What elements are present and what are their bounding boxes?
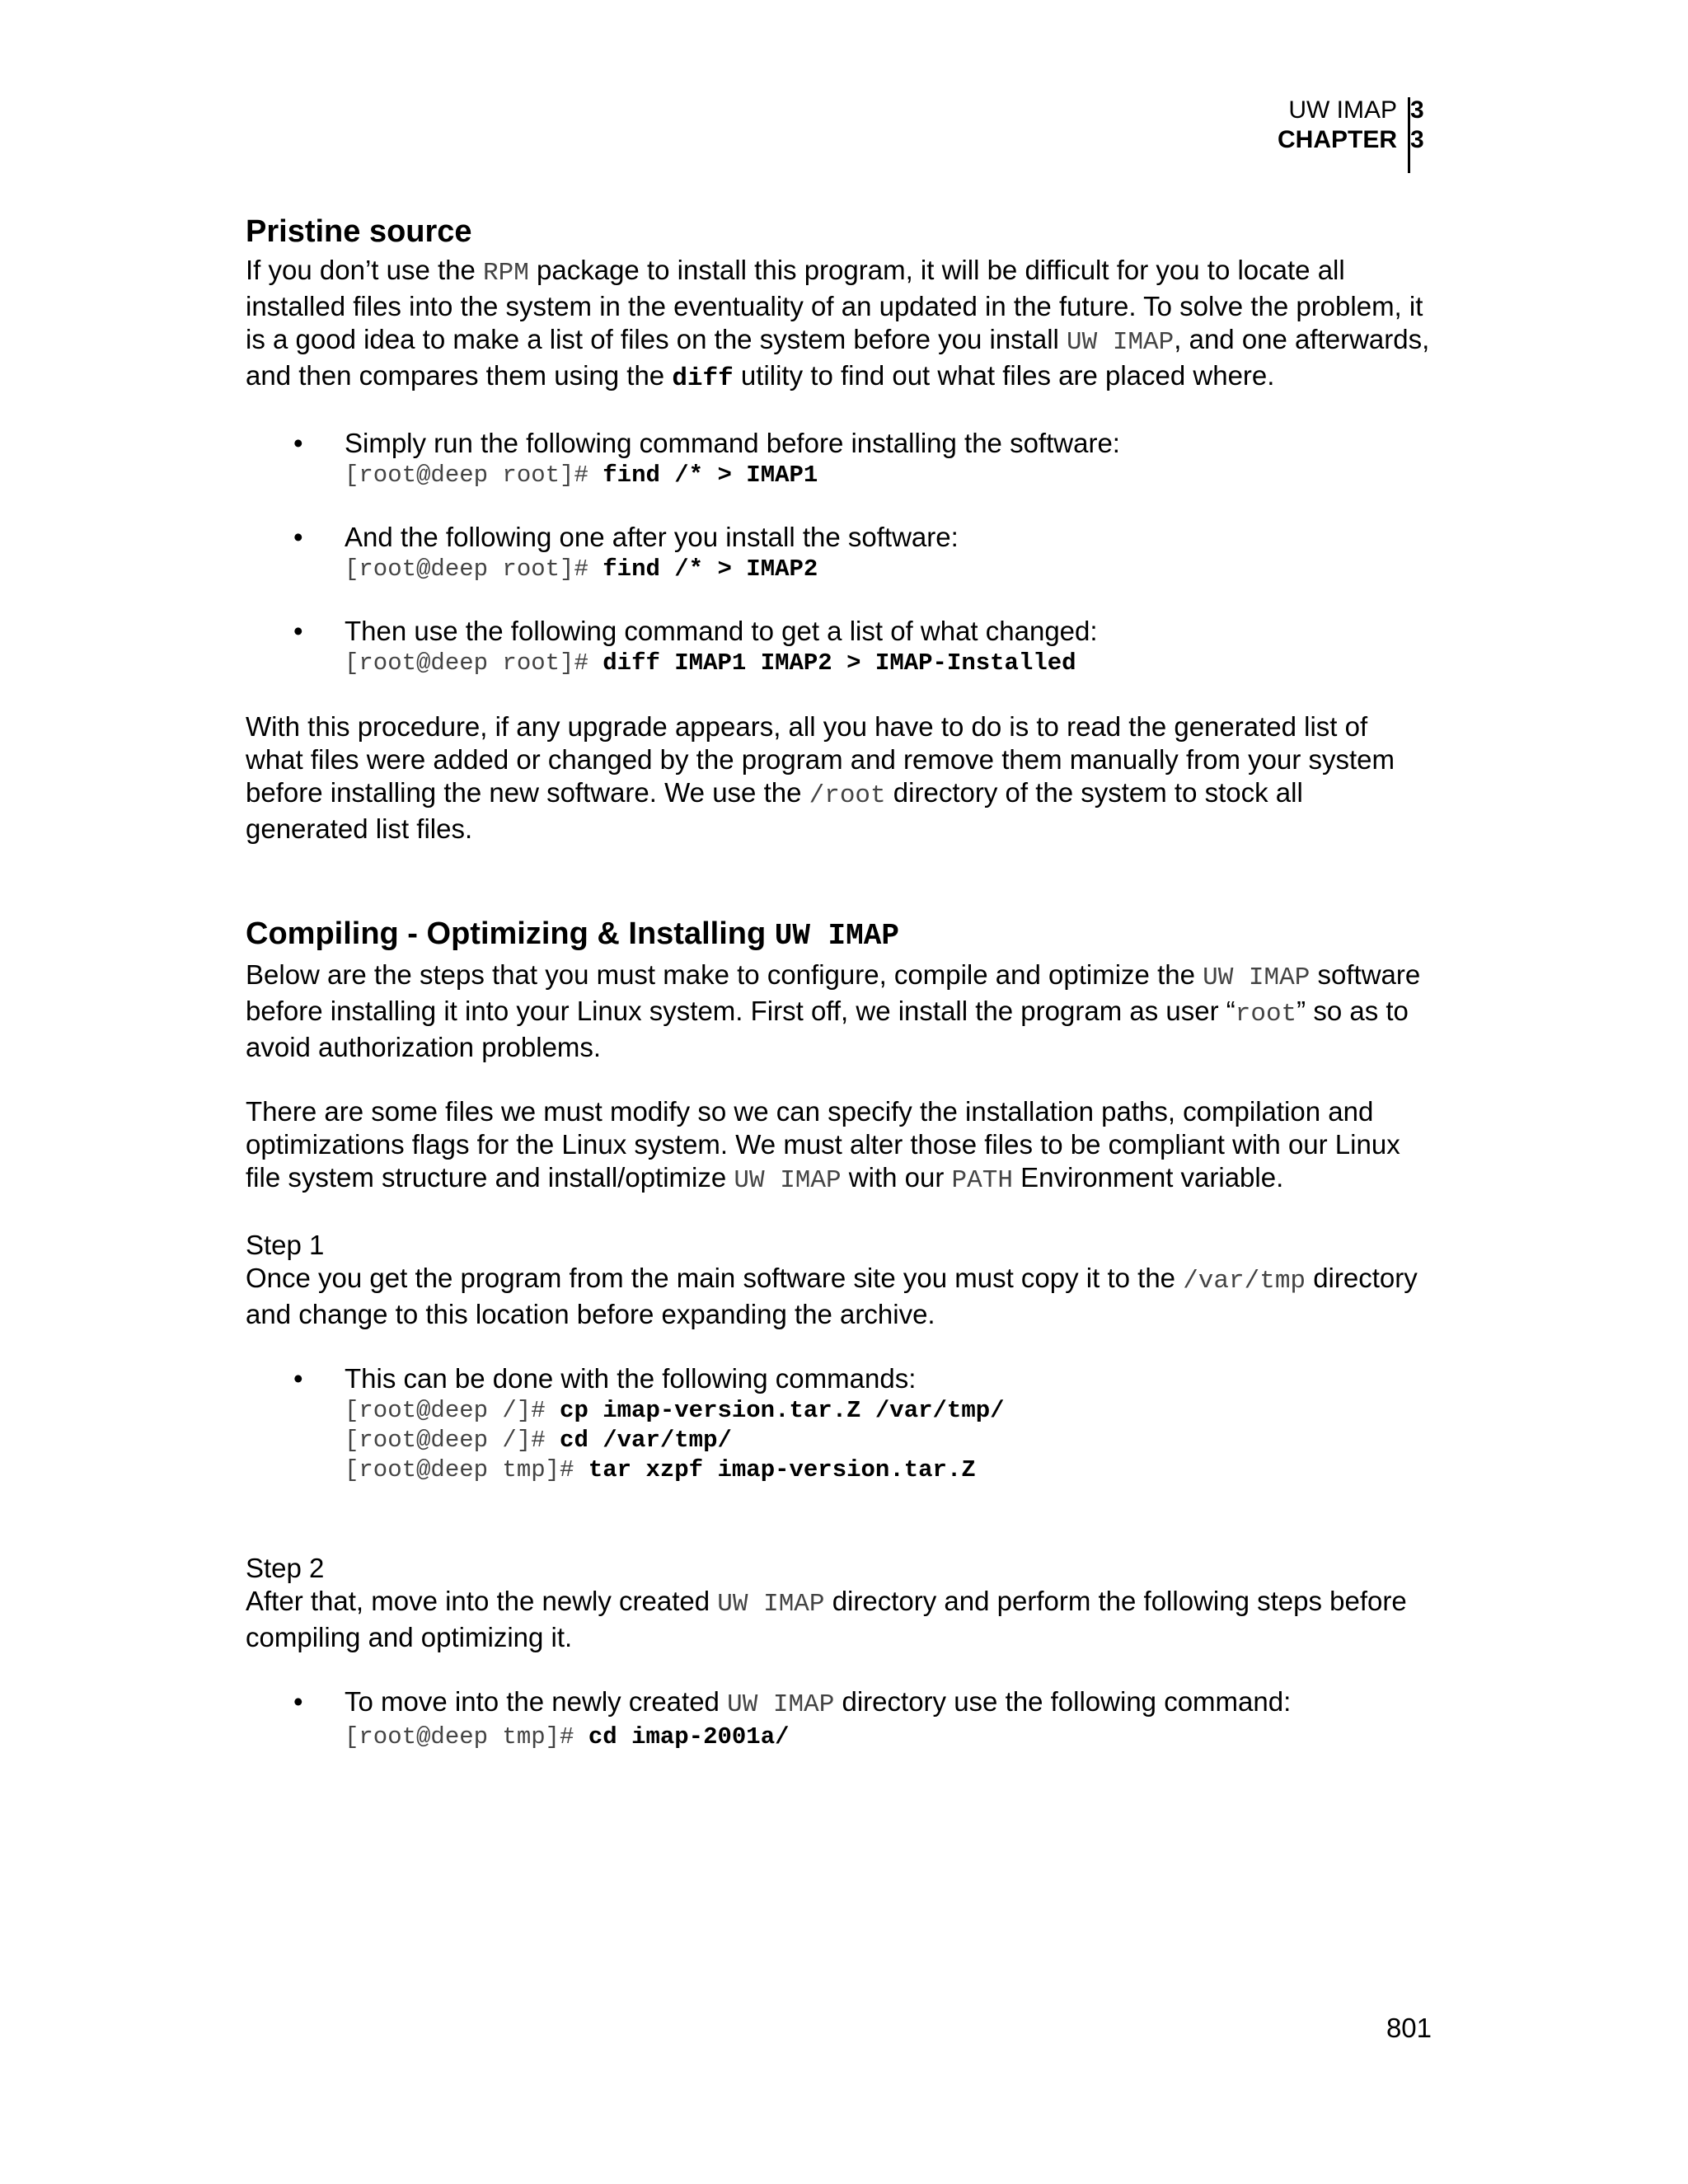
shell-command: diff IMAP1 IMAP2 > IMAP-Installed xyxy=(603,649,1076,677)
list-item xyxy=(246,1685,1432,1751)
section-heading-compiling xyxy=(246,915,1432,955)
code-uw-imap: UW IMAP xyxy=(734,1166,842,1195)
text-run: software before installing it into your Linux system. First off, we install the program as user “ xyxy=(246,959,1421,1026)
code-rpm: RPM xyxy=(483,259,529,288)
code-diff: diff xyxy=(672,364,734,393)
bullet-icon: • xyxy=(293,1686,303,1717)
step-1-label: Step 1 xyxy=(246,1230,325,1260)
header-title-number: 3 xyxy=(1410,96,1424,124)
code-uw-imap: UW IMAP xyxy=(1203,963,1311,992)
text-run: If you don’t use the xyxy=(246,255,484,285)
bullet-icon: • xyxy=(293,616,303,646)
step-2-paragraph xyxy=(246,1585,1432,1654)
shell-prompt: [root@deep tmp]# xyxy=(345,1456,588,1483)
code-path: PATH xyxy=(951,1166,1013,1195)
list-item xyxy=(246,615,1432,677)
header-title: UW IMAP xyxy=(1288,96,1397,124)
text-run: , and one afterwards, and then compares them using the xyxy=(246,324,1430,391)
shell-command: cd imap-2001a/ xyxy=(588,1723,790,1750)
header-chapter-number: 3 xyxy=(1410,126,1424,153)
text-run: directory and perform the following steps before compiling and optimizing it. xyxy=(246,1586,1407,1652)
bullet-text: And the following one after you install the software: xyxy=(345,522,959,552)
bullet-icon: • xyxy=(293,522,303,552)
shell-command: cp imap-version.tar.Z /var/tmp/ xyxy=(560,1397,1005,1424)
code-uw-imap: UW IMAP xyxy=(727,1690,835,1719)
bullet-text: This can be done with the following commands: xyxy=(345,1363,917,1394)
command-line xyxy=(345,1425,1432,1455)
command-line xyxy=(345,1455,1432,1484)
text-run: Environment variable. xyxy=(1012,1162,1284,1193)
text-run: directory and change to this location before expanding the archive. xyxy=(246,1263,1418,1329)
bullet-text: Simply run the following command before installing the software: xyxy=(345,428,1120,458)
shell-prompt: [root@deep /]# xyxy=(345,1397,560,1424)
command-line xyxy=(345,1722,1432,1751)
pristine-intro-paragraph xyxy=(246,254,1432,396)
step-1-paragraph xyxy=(246,1262,1432,1331)
section-heading-pristine-source: Pristine source xyxy=(246,214,472,249)
shell-command: find /* > IMAP1 xyxy=(603,462,818,489)
running-header xyxy=(1184,96,1432,155)
command-line xyxy=(345,554,1432,583)
list-item xyxy=(246,1362,1432,1484)
shell-prompt: [root@deep root]# xyxy=(345,555,603,583)
pristine-outro-paragraph xyxy=(246,710,1432,846)
header-divider xyxy=(1408,97,1410,173)
bullet-icon: • xyxy=(293,1363,303,1394)
text-run: There are some files we must modify so we can specify the installation paths, compilation and optimizations flags for the Linux system. We must alter those files to be compliant with our Linux file system structure and install/optimize xyxy=(246,1096,1400,1193)
page-number: 801 xyxy=(1386,2013,1432,2043)
list-item xyxy=(246,521,1432,583)
text-run: with our xyxy=(841,1162,952,1193)
command-line xyxy=(345,1395,1432,1425)
text-run: With this procedure, if any upgrade appears, all you have to do is to read the generated list of what files were added or changed by the program and remove them manually from your system before installing the new software. We use the xyxy=(246,711,1395,808)
text-run: utility to find out what files are placed where. xyxy=(733,360,1275,391)
text-run: Below are the steps that you must make to configure, compile and optimize the xyxy=(246,959,1203,990)
code-uw-imap: UW IMAP xyxy=(717,1590,825,1619)
list-item xyxy=(246,427,1432,490)
shell-command: tar xzpf imap-version.tar.Z xyxy=(588,1456,976,1483)
bullet-icon: • xyxy=(293,428,303,458)
shell-command: find /* > IMAP2 xyxy=(603,555,818,583)
heading-code: UW IMAP xyxy=(774,919,899,953)
text-run: directory of the system to stock all generated list files. xyxy=(246,777,1303,844)
shell-command: cd /var/tmp/ xyxy=(560,1427,732,1454)
code-var-tmp: /var/tmp xyxy=(1183,1267,1306,1296)
header-chapter: CHAPTER xyxy=(1277,126,1397,153)
shell-prompt: [root@deep root]# xyxy=(345,462,603,489)
shell-prompt: [root@deep /]# xyxy=(345,1427,560,1454)
bullet-text: Then use the following command to get a list of what changed: xyxy=(345,616,1098,646)
command-line xyxy=(345,648,1432,677)
compiling-paragraph-1 xyxy=(246,958,1432,1064)
page-content xyxy=(246,213,1432,1751)
text-run: Once you get the program from the main software site you must copy it to the xyxy=(246,1263,1184,1293)
code-root: root xyxy=(1235,1000,1297,1029)
step-2-label: Step 2 xyxy=(246,1553,325,1583)
text-run: To move into the newly created xyxy=(345,1686,728,1717)
shell-prompt: [root@deep tmp]# xyxy=(345,1723,588,1750)
code-uw-imap: UW IMAP xyxy=(1067,328,1175,357)
bullet-text xyxy=(345,1685,1432,1722)
text-run: After that, move into the newly created xyxy=(246,1586,718,1616)
shell-prompt: [root@deep root]# xyxy=(345,649,603,677)
text-run: ” so as to avoid authorization problems. xyxy=(246,996,1409,1062)
text-run: directory use the following command: xyxy=(834,1686,1292,1717)
code-root-dir: /root xyxy=(809,781,886,810)
compiling-paragraph-2 xyxy=(246,1095,1432,1197)
heading-text: Compiling - Optimizing & Installing xyxy=(246,916,775,951)
text-run: package to install this program, it will be difficult for you to locate all installed files into the system in the eventuality of an updated in the future. To solve the problem, it is a good idea to make a list of files on the system before you install xyxy=(246,255,1423,354)
command-line xyxy=(345,460,1432,490)
